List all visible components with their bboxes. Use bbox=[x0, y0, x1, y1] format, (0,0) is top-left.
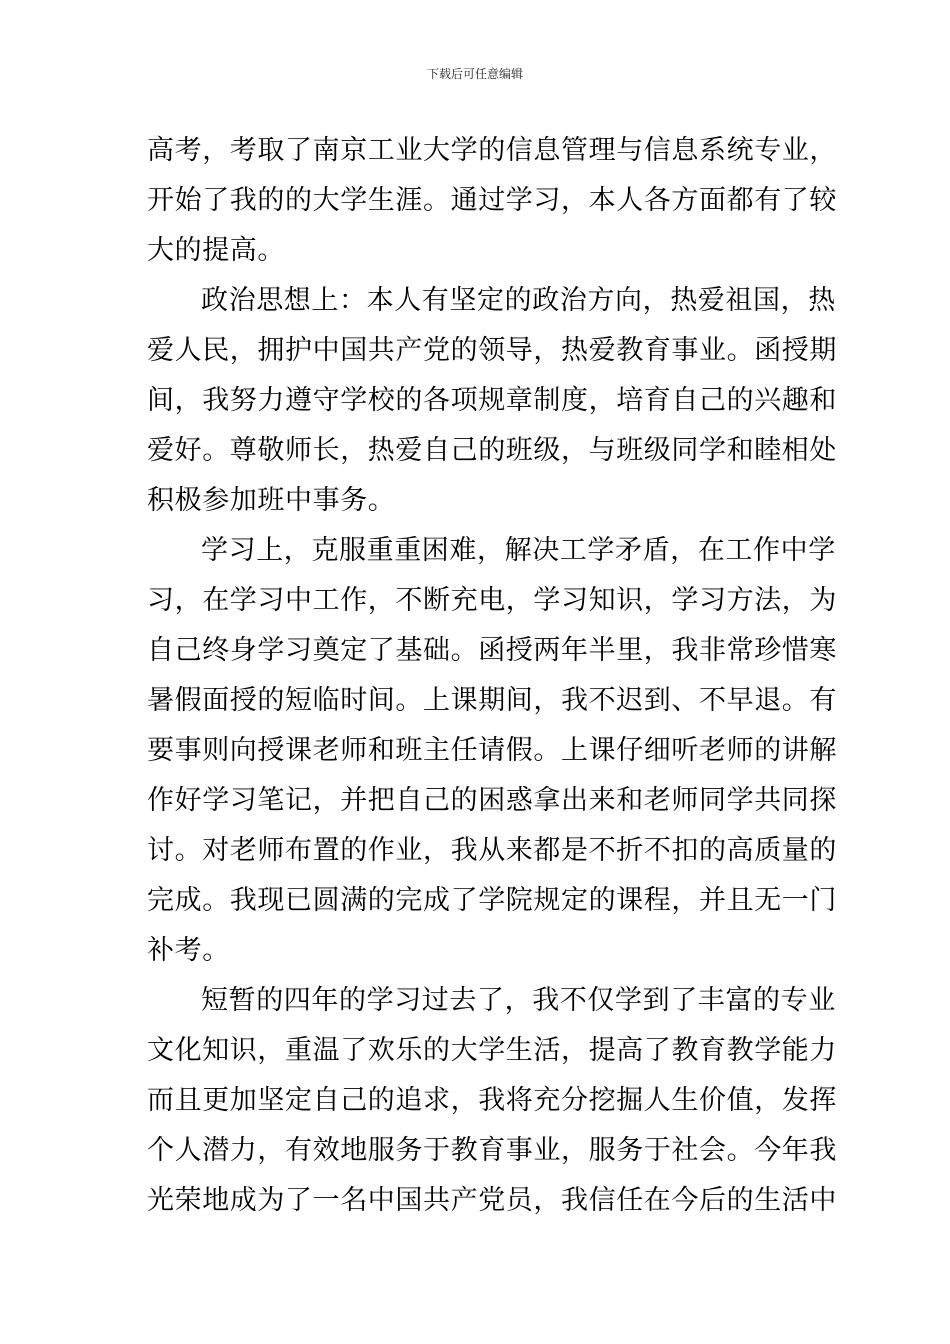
text-line: 开始了我的的大学生涯。通过学习，本人各方面都有了较 bbox=[147, 185, 837, 216]
paragraph-start-line: 短暂的四年的学习过去了，我不仅学到了丰富的专业 bbox=[201, 985, 836, 1016]
text-line: 大的提高。 bbox=[147, 235, 285, 266]
text-line: 习，在学习中工作，不断充电，学习知识，学习方法，为 bbox=[147, 585, 837, 616]
text-line: 间，我努力遵守学校的各项规章制度，培育自己的兴趣和 bbox=[147, 385, 837, 416]
paragraph-start-line: 政治思想上：本人有坚定的政治方向，热爱祖国，热 bbox=[201, 285, 836, 316]
text-line: 个人潜力，有效地服务于教育事业，服务于社会。今年我 bbox=[147, 1135, 837, 1166]
text-line: 爱好。尊敬师长，热爱自己的班级，与班级同学和睦相处 bbox=[147, 435, 837, 466]
text-line: 要事则向授课老师和班主任请假。上课仔细听老师的讲解 bbox=[147, 735, 837, 766]
text-line: 高考，考取了南京工业大学的信息管理与信息系统专业， bbox=[147, 135, 837, 166]
text-line: 爱人民，拥护中国共产党的领导，热爱教育事业。函授期 bbox=[147, 335, 837, 366]
text-line: 暑假面授的短临时间。上课期间，我不迟到、不早退。有 bbox=[147, 685, 837, 716]
text-line: 光荣地成为了一名中国共产党员，我信任在今后的生活中 bbox=[147, 1185, 837, 1216]
text-line: 而且更加坚定自己的追求，我将充分挖掘人生价值，发挥 bbox=[147, 1085, 837, 1116]
text-line: 讨。对老师布置的作业，我从来都是不折不扣的高质量的 bbox=[147, 835, 837, 866]
text-line: 文化知识，重温了欢乐的大学生活，提高了教育教学能力 bbox=[147, 1035, 837, 1066]
document-body bbox=[147, 126, 837, 1226]
page-header: 下载后可任意编辑 bbox=[426, 67, 523, 81]
paragraph-start-line: 学习上，克服重重困难，解决工学矛盾，在工作中学 bbox=[201, 535, 836, 566]
text-line: 自己终身学习奠定了基础。函授两年半里，我非常珍惜寒 bbox=[147, 635, 837, 666]
text-line: 补考。 bbox=[147, 935, 230, 966]
text-line: 积极参加班中事务。 bbox=[147, 485, 396, 516]
text-line: 完成。我现已圆满的完成了学院规定的课程，并且无一门 bbox=[147, 885, 837, 916]
text-line: 作好学习笔记，并把自己的困惑拿出来和老师同学共同探 bbox=[147, 785, 837, 816]
